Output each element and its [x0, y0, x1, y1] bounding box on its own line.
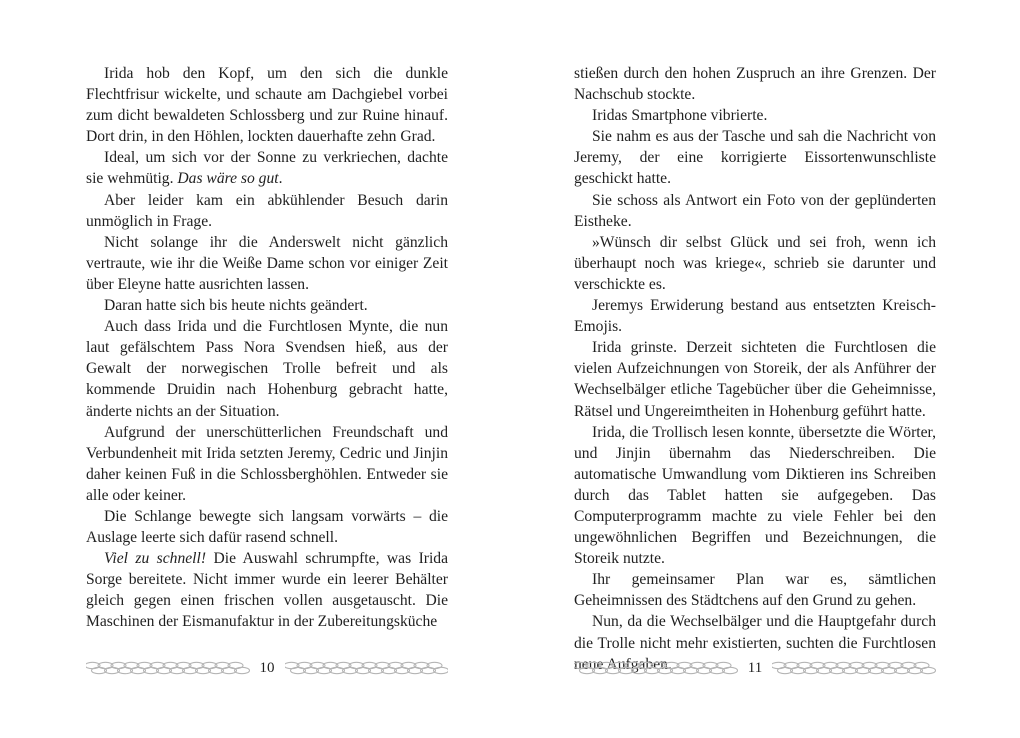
- braid-ornament-icon: [86, 660, 250, 676]
- paragraph: Irida hob den Kopf, um den sich die dunkle Flechtfrisur wickelte, und schaute am Dachgiebel vorbei zum dicht bewaldeten Schlossberg und zur Ruine hinauf. Dort drin, in den Höhlen, lockten dauerhafte zehn Grad.: [86, 65, 448, 146]
- left-page-footer: [86, 656, 448, 680]
- paragraph-text: Die Auswahl schrumpfte, was Irida Sorge bereitete. Nicht immer wurde ein leerer Behälter gleich gegen einen frischen vollen ausgetauscht. Die Maschinen der Eismanufaktur in der Zubereitungsküche: [86, 550, 449, 631]
- page-number: 11: [747, 659, 763, 676]
- right-page-footer: [574, 656, 936, 680]
- paragraph: Sie schoss als Antwort ein Foto von der geplünderten Eistheke.: [574, 191, 936, 230]
- paragraph: Ihr gemeinsamer Plan war es, sämtlichen Geheimnissen des Städtchens auf den Grund zu gehen.: [574, 571, 936, 610]
- paragraph-end: .: [278, 170, 283, 188]
- left-page: [86, 63, 448, 633]
- paragraph: Nun, da die Wechselbälger und die Hauptgefahr durch die Trolle nicht mehr existierten, suchten die Furchtlosen neue Aufgaben.: [574, 613, 936, 673]
- page-number: 10: [259, 659, 275, 676]
- paragraph-text: Ideal, um sich vor der Sonne zu verkriechen, dachte sie wehmütig.: [86, 149, 448, 188]
- right-page: [574, 63, 936, 675]
- italic-thought: Viel zu schnell!: [104, 550, 207, 568]
- paragraph: [86, 147, 448, 189]
- braid-ornament-icon: [772, 660, 936, 676]
- paragraph: Aufgrund der unerschütterlichen Freundschaft und Verbundenheit mit Irida setzten Jeremy, Cedric und Jinjin daher keinen Fuß in die Schlossberghöhlen. Entweder sie alle oder keiner.: [86, 423, 448, 504]
- paragraph: Jeremys Erwiderung bestand aus entsetzten Kreisch-Emojis.: [574, 297, 936, 336]
- paragraph: Auch dass Irida und die Furchtlosen Mynte, die nun laut gefälschtem Pass Nora Svendsen hieß, aus der Gewalt der norwegischen Trolle befreit und als kommende Druidin nach Hohenburg gebracht hatte, änderte nichts an der Situation.: [86, 318, 448, 420]
- paragraph: »Wünsch dir selbst Glück und sei froh, wenn ich überhaupt noch was kriege«, schrieb sie darunter und verschickte es.: [574, 233, 936, 293]
- braid-ornament-icon: [574, 660, 738, 676]
- paragraph: Die Schlange bewegte sich langsam vorwärts – die Auslage leerte sich dafür rasend schnell.: [86, 507, 448, 547]
- paragraph: Nicht solange ihr die Anderswelt nicht gänzlich vertraute, wie ihr die Weiße Dame schon vor einiger Zeit über Eleyne hatte ausrichten lassen.: [86, 233, 448, 293]
- paragraph: Aber leider kam ein abkühlender Besuch darin unmöglich in Frage.: [86, 191, 448, 230]
- paragraph: [86, 548, 448, 632]
- paragraph: stießen durch den hohen Zuspruch an ihre Grenzen. Der Nachschub stockte.: [574, 65, 936, 104]
- paragraph: Irida, die Trollisch lesen konnte, übersetzte die Wörter, und Jinjin übernahm das Niederschreiben. Die automatische Umwandlung vom Diktieren ins Schreiben durch das Tablet hatten sie aufgegeben. Das Computerprogramm machte zu viele Fehler bei den ungewöhnlichen Begriffen und Bezeichnungen, die Storeik nutzte.: [574, 423, 936, 568]
- paragraph: Irida grinste. Derzeit sichteten die Furchtlosen die vielen Aufzeichnungen von Storeik, der als Anführer der Wechselbälger etliche Tagebücher über die Geheimnisse, Rätsel und Ungereimtheiten in Hohenburg geführt hatte.: [574, 339, 936, 420]
- paragraph: Daran hatte sich bis heute nichts geändert.: [104, 297, 368, 315]
- paragraph: Sie nahm es aus der Tasche und sah die Nachricht von Jeremy, der eine korrigierte Eissortenwunschliste geschickt hatte.: [574, 128, 936, 188]
- braid-ornament-icon: [285, 660, 449, 676]
- paragraph: Iridas Smartphone vibrierte.: [592, 107, 768, 125]
- italic-thought: Das wäre so gut: [177, 170, 279, 188]
